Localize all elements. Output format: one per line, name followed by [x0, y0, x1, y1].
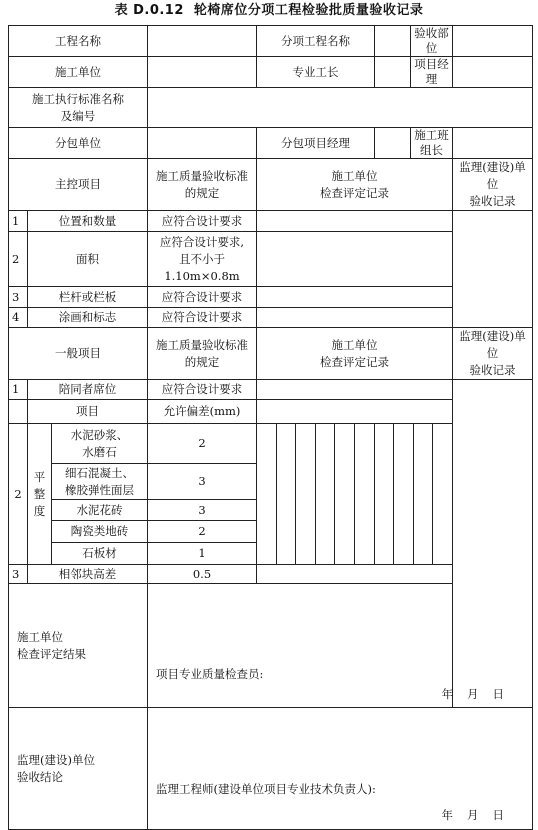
- construction-label-line1: 施工单位: [17, 629, 63, 644]
- general-item-eval[interactable]: [257, 400, 453, 424]
- main-item-no: 3: [9, 287, 28, 308]
- flatness-surface-type: 陶瓷类地砖: [52, 521, 148, 543]
- label-acceptance-part: 验收部位: [411, 26, 453, 57]
- construction-date: 年月日: [441, 687, 518, 701]
- label-standard-name: [9, 88, 148, 128]
- main-item-rule: 应符合设计要求: [148, 308, 257, 328]
- eval-heading-line1: 施工单位: [331, 337, 378, 352]
- std-heading-line2: 的规定: [184, 354, 220, 369]
- standard-name-line1: 施工执行标准名称: [32, 91, 124, 106]
- value-sub-project-name[interactable]: [375, 26, 411, 57]
- measurement-column[interactable]: [375, 424, 395, 564]
- value-acceptance-part[interactable]: [453, 26, 533, 57]
- measurement-column[interactable]: [257, 424, 277, 564]
- general-supervision-heading: [453, 328, 533, 380]
- measurement-column[interactable]: [414, 424, 434, 564]
- sup-heading-line1: 监理(建设)单位: [459, 329, 526, 360]
- label-foreman: 专业工长: [257, 57, 375, 88]
- rule-line3: 1.10m×0.8m: [164, 268, 240, 283]
- value-construction-unit[interactable]: [148, 57, 257, 88]
- flatness-item-no: 2: [9, 424, 28, 565]
- std-heading-line1: 施工质量验收标准: [156, 337, 248, 352]
- measurement-column[interactable]: [296, 424, 316, 564]
- supervision-result-area[interactable]: [148, 708, 533, 830]
- general-item-name: 相邻块高差: [28, 565, 148, 584]
- value-project-name[interactable]: [148, 26, 257, 57]
- flatness-tolerance: 3: [148, 464, 257, 500]
- main-item-eval[interactable]: [257, 287, 453, 308]
- flatness-char-3: 度: [33, 503, 46, 518]
- main-item-rule: 应符合设计要求: [148, 211, 257, 232]
- flatness-surface-type: 水泥花砖: [52, 500, 148, 521]
- main-item-no: 4: [9, 308, 28, 328]
- main-item-name: 栏杆或栏板: [28, 287, 148, 308]
- measurement-column[interactable]: [394, 424, 414, 564]
- general-item-rule: 应符合设计要求: [148, 380, 257, 400]
- form-title-text: 轮椅席位分项工程检验批质量验收记录: [193, 3, 424, 18]
- surface-line1: 细石混凝土、: [65, 465, 134, 480]
- value-project-manager[interactable]: [453, 57, 533, 88]
- value-standard-name[interactable]: [148, 88, 533, 128]
- quality-inspector-label: 项目专业质量检查员:: [156, 667, 264, 681]
- general-item-tolerance: 0.5: [148, 565, 257, 584]
- flatness-label: [28, 424, 52, 565]
- std-heading-line2: 的规定: [184, 185, 220, 200]
- flatness-tolerance: 3: [148, 500, 257, 521]
- general-heading: 一般项目: [9, 328, 148, 380]
- measurement-column[interactable]: [335, 424, 355, 564]
- label-subcontract-unit: 分包单位: [9, 128, 148, 159]
- value-team-leader[interactable]: [453, 128, 533, 159]
- main-item-eval[interactable]: [257, 308, 453, 328]
- tolerance-header: 允许偏差(mm): [148, 400, 257, 424]
- form-code: 表 D.0.12: [114, 3, 184, 18]
- eval-heading-line2: 检查评定记录: [320, 185, 389, 200]
- main-control-heading: 主控项目: [9, 159, 148, 211]
- supervision-label-line2: 验收结论: [17, 769, 63, 784]
- value-subcontract-unit[interactable]: [148, 128, 257, 159]
- general-item-name: 陪同者席位: [28, 380, 148, 400]
- main-item-eval[interactable]: [257, 211, 453, 232]
- main-item-name: 面积: [28, 232, 148, 287]
- surface-line2: 水磨石: [82, 444, 117, 459]
- sup-heading-line1: 监理(建设)单位: [459, 160, 526, 191]
- construction-label-line2: 检查评定结果: [17, 646, 86, 661]
- flatness-tolerance: 2: [148, 521, 257, 543]
- general-item-eval[interactable]: [257, 565, 453, 584]
- sup-heading-line2: 验收记录: [469, 363, 516, 377]
- main-item-eval[interactable]: [257, 232, 453, 287]
- main-item-rule: [148, 232, 257, 287]
- label-construction-unit: 施工单位: [9, 57, 148, 88]
- main-control-supervision-heading: [453, 159, 533, 211]
- main-item-name: 涂画和标志: [28, 308, 148, 328]
- main-supervision-record[interactable]: [453, 211, 533, 328]
- surface-line1: 水泥砂浆、: [70, 427, 129, 442]
- construction-result-label: [9, 584, 148, 708]
- general-item-no: 1: [9, 380, 28, 400]
- measurement-grid-columns: [257, 424, 452, 564]
- general-item-no: 3: [9, 565, 28, 584]
- record-table: [8, 25, 533, 830]
- flatness-surface-type: [52, 464, 148, 500]
- label-subcontract-manager: 分包项目经理: [257, 128, 375, 159]
- flatness-char-1: 平: [33, 469, 46, 484]
- form-title: [0, 0, 538, 24]
- flatness-char-2: 整: [33, 486, 46, 501]
- surface-line2: 橡胶弹性面层: [65, 482, 134, 497]
- main-control-eval-heading: [257, 159, 453, 211]
- flatness-surface-type: 石板材: [52, 543, 148, 565]
- value-foreman[interactable]: [375, 57, 411, 88]
- general-item-eval[interactable]: [257, 380, 453, 400]
- measurement-column[interactable]: [355, 424, 375, 564]
- measurement-column[interactable]: [277, 424, 297, 564]
- main-control-std-heading: [148, 159, 257, 211]
- rule-line1: 应符合设计要求,: [159, 234, 245, 249]
- main-item-rule: 应符合设计要求: [148, 287, 257, 308]
- eval-heading-line1: 施工单位: [331, 168, 378, 183]
- label-project-manager: 项目经理: [411, 57, 453, 88]
- supervision-date: 年月日: [441, 808, 518, 822]
- main-item-name: 位置和数量: [28, 211, 148, 232]
- standard-name-line2: 及编号: [60, 108, 96, 123]
- flatness-tolerance: 1: [148, 543, 257, 565]
- general-std-heading: [148, 328, 257, 380]
- flatness-tolerance: 2: [148, 424, 257, 464]
- measurement-column[interactable]: [433, 424, 452, 564]
- rule-line2: 且不小于: [179, 251, 225, 266]
- general-eval-heading: [257, 328, 453, 380]
- measurement-column[interactable]: [316, 424, 336, 564]
- value-subcontract-manager[interactable]: [375, 128, 411, 159]
- supervision-label-line1: 监理(建设)单位: [17, 752, 95, 767]
- construction-result-area[interactable]: [148, 584, 533, 708]
- label-project-name: 工程名称: [9, 26, 148, 57]
- label-sub-project-name: 分项工程名称: [257, 26, 375, 57]
- supervising-engineer-label: 监理工程师(建设单位项目专业技术负责人):: [156, 782, 376, 796]
- sup-heading-line2: 验收记录: [469, 194, 516, 208]
- flatness-surface-type: [52, 424, 148, 464]
- eval-heading-line2: 检查评定记录: [320, 354, 389, 369]
- tolerance-item-label: 项目: [28, 400, 148, 424]
- label-team-leader: 施工班组长: [411, 128, 453, 159]
- supervision-result-label: [9, 708, 148, 830]
- measurement-grid[interactable]: [257, 424, 453, 565]
- main-item-no: 2: [9, 232, 28, 287]
- std-heading-line1: 施工质量验收标准: [156, 168, 248, 183]
- main-item-no: 1: [9, 211, 28, 232]
- blank-no-cell: [9, 400, 28, 424]
